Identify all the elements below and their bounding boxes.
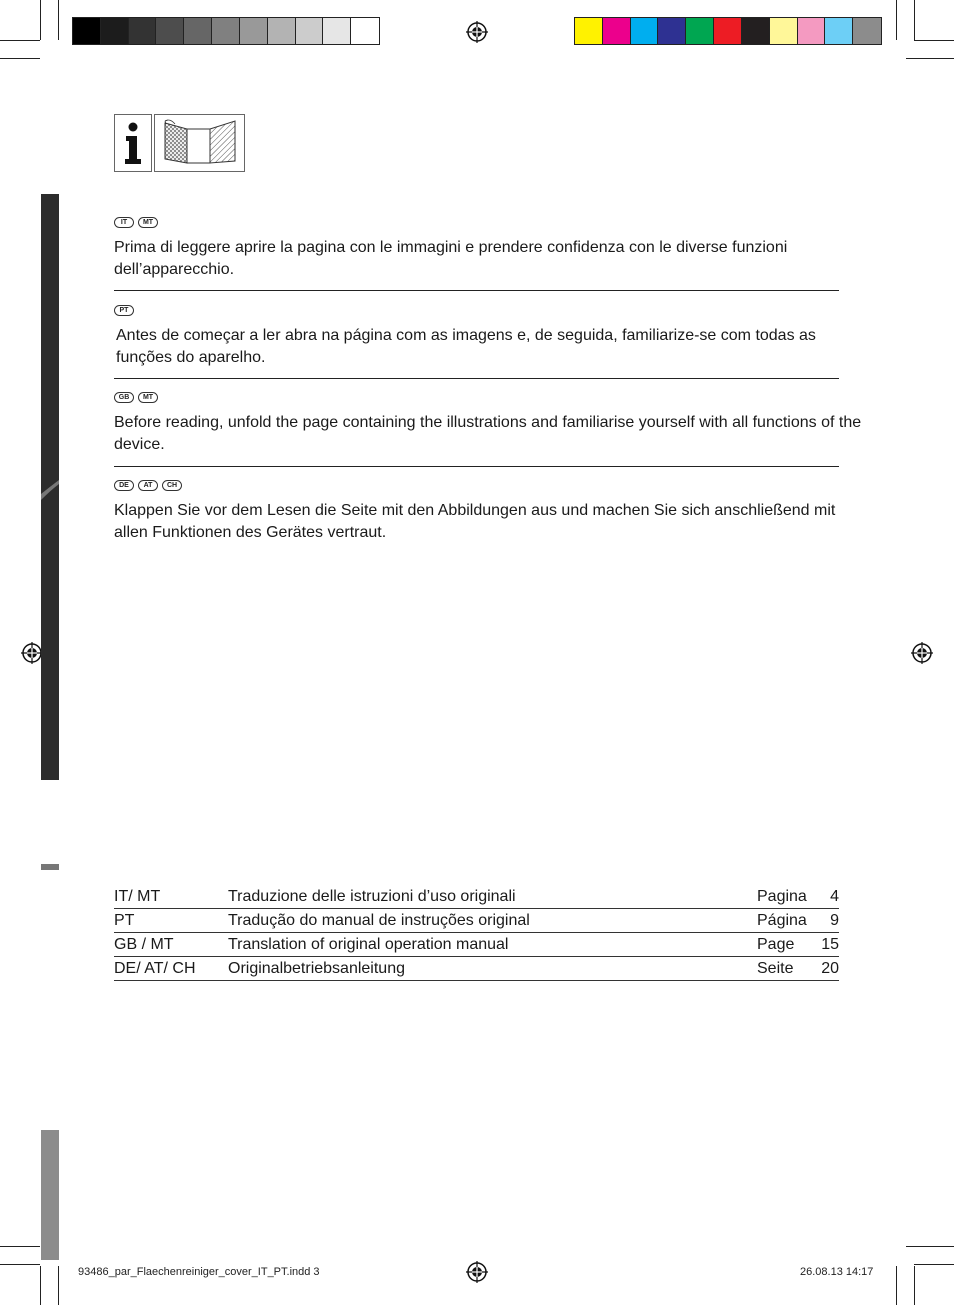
intro-section-pt [114,305,842,369]
color-swatch [575,18,603,44]
crop-mark [40,1266,41,1305]
footer-date: 26.08.13 14:17 [800,1266,874,1278]
color-swatch [686,18,714,44]
color-swatch [742,18,770,44]
color-swatch [714,18,742,44]
toc-title: Traduzione delle istruzioni d’uso originali [228,885,757,909]
grey-swatch [101,18,129,44]
language-badge: IT [114,217,134,228]
language-badge: CH [162,480,182,491]
crop-mark [914,40,954,41]
grey-swatch [323,18,351,44]
color-swatch [770,18,798,44]
grey-scale-bar [72,17,380,45]
toc-page-number: 15 [817,933,839,957]
grey-swatch [156,18,184,44]
toc-row[interactable] [114,885,839,909]
toc-row[interactable] [114,957,839,981]
table-of-contents [114,885,839,981]
grey-swatch [73,18,101,44]
edge-strip-grey [41,1130,59,1260]
info-icon [115,115,151,171]
language-badge: PT [114,305,134,316]
intro-text: Prima di leggere aprire la pagina con le immagini e prendere confidenza con le diverse funzioni dell’apparecchio. [114,239,788,278]
color-swatch [798,18,826,44]
crop-mark [0,58,40,59]
intro-section-de [114,480,842,544]
toc-page-word: Seite [757,957,817,981]
intro-section-gb [114,392,866,456]
color-swatch [825,18,853,44]
process-color-bar [574,17,882,45]
grey-swatch [212,18,240,44]
intro-text: Klappen Sie vor dem Lesen die Seite mit den Abbildungen aus und machen Sie sich anschließend mit allen Funktionen des Gerätes vertraut. [114,502,836,541]
toc-page-number: 20 [817,957,839,981]
language-badges [114,217,842,229]
toc-page-word: Page [757,933,817,957]
crop-mark [0,40,40,41]
edge-strip-mark [41,864,59,870]
grey-swatch [184,18,212,44]
toc-row[interactable] [114,909,839,933]
language-badges [114,305,842,317]
grey-swatch [268,18,296,44]
crop-mark [58,0,59,40]
foldout-page-icon [155,115,244,171]
crop-mark [914,1266,915,1305]
foldout-icon-box [154,114,245,172]
toc-language-code: PT [114,909,228,933]
language-badge: MT [138,392,158,403]
registration-mark-icon [466,1261,488,1283]
toc-language-code: DE/ AT/ CH [114,957,228,981]
grey-swatch [351,18,379,44]
registration-mark-icon [21,642,43,664]
crop-mark [0,1264,40,1265]
toc-page-word: Página [757,909,817,933]
toc-page-number: 9 [817,909,839,933]
language-badge: MT [138,217,158,228]
intro-text: Before reading, unfold the page containing the illustrations and familiarise yourself with all functions of the device. [114,414,862,453]
toc-language-code: IT/ MT [114,885,228,909]
crop-mark [0,1246,40,1247]
toc-title: Tradução do manual de instruções original [228,909,757,933]
divider [114,378,839,379]
crop-mark [896,1266,897,1305]
language-badge: GB [114,392,134,403]
color-swatch [603,18,631,44]
language-badge: DE [114,480,134,491]
intro-text: Antes de começar a ler abra na página com as imagens e, de seguida, familiarize-se com todas as funções do aparelho. [116,327,816,366]
toc-page-number: 4 [817,885,839,909]
divider [114,290,839,291]
crop-mark [914,0,915,40]
toc-page-word: Pagina [757,885,817,909]
toc-language-code: GB / MT [114,933,228,957]
language-badges [114,480,842,492]
crop-mark [914,1264,954,1265]
crop-mark [906,1246,954,1247]
info-icon-box [114,114,152,172]
crop-mark [906,58,954,59]
footer-filename: 93486_par_Flaechenreiniger_cover_IT_PT.indd 3 [78,1266,320,1278]
intro-section-it [114,217,842,281]
language-badge: AT [138,480,158,491]
crop-mark [40,0,41,40]
registration-mark-icon [911,642,933,664]
toc-row[interactable] [114,933,839,957]
grey-swatch [296,18,324,44]
crop-mark [58,1266,59,1305]
divider [114,466,839,467]
grey-swatch [129,18,157,44]
crop-mark [896,0,897,40]
registration-mark-icon [466,21,488,43]
language-badges [114,392,866,404]
edge-strip [41,194,59,780]
color-swatch [658,18,686,44]
toc-title: Originalbetriebsanleitung [228,957,757,981]
toc-title: Translation of original operation manual [228,933,757,957]
color-swatch [853,18,881,44]
color-swatch [631,18,659,44]
grey-swatch [240,18,268,44]
